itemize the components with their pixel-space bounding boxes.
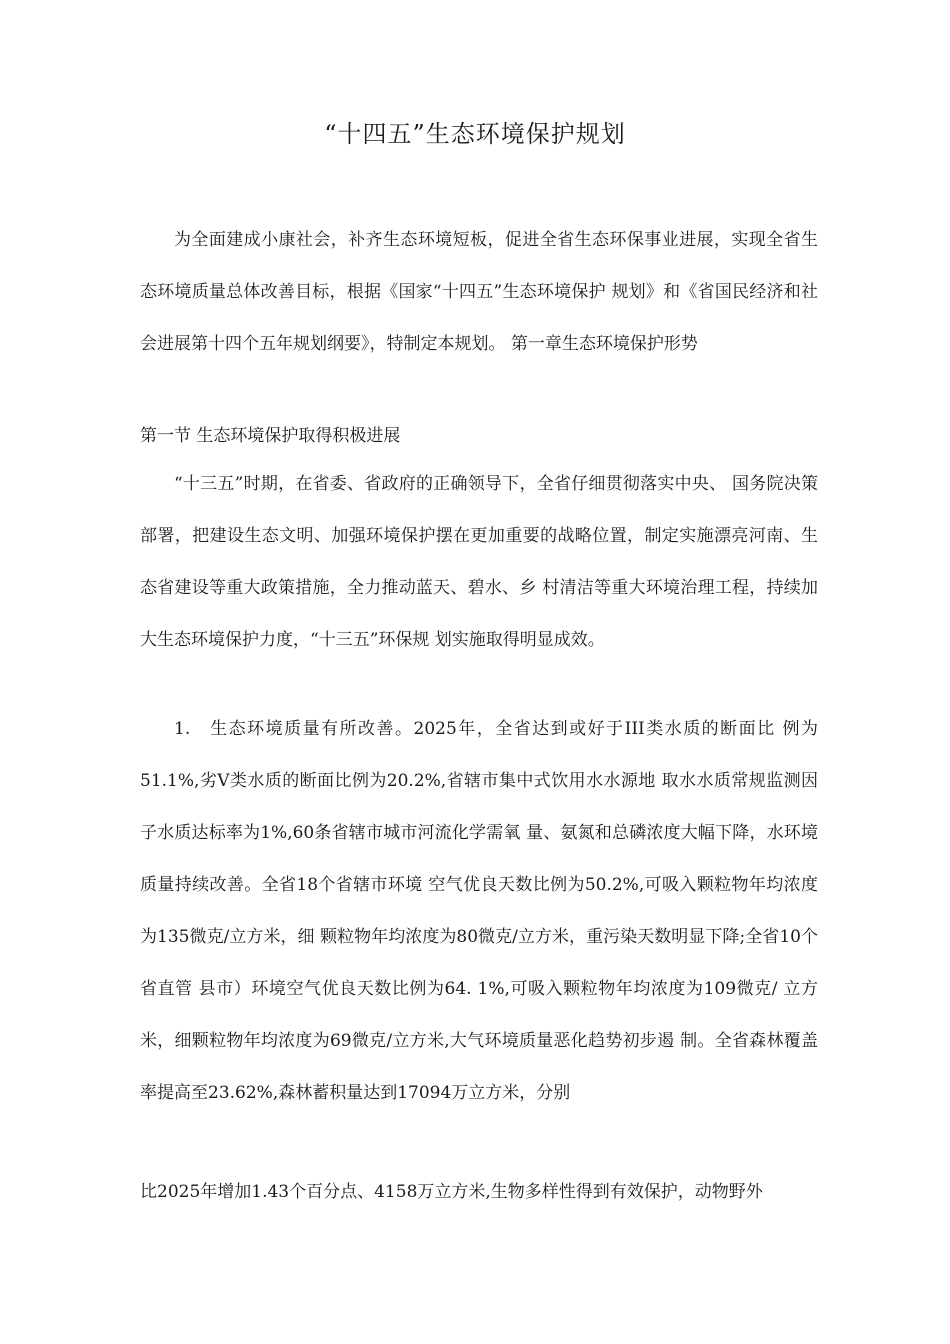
intro-paragraph-block: [140, 214, 818, 370]
section-heading-block: [140, 410, 818, 462]
point-1-block: [140, 703, 818, 1119]
document-title: “十四五”生态环境保护规划: [324, 120, 626, 148]
paragraph-13th-block: [140, 458, 818, 666]
section-heading: 第一节 生态环境保护取得积极进展: [140, 426, 401, 446]
continued-paragraph-block: [140, 1166, 818, 1218]
point-1-paragraph: 1. 生态环境质量有所改善。2025年，全省达到或好于III类水质的断面比 例为51.1%,劣V类水质的断面比例为20.2%,省辖市集中式饮用水水源地 取水水质常规监测因子水质达标率为1%,60条省辖市城市河流化学需氧 量、氨氮和总磷浓度大幅下降，水环境质量持续改善。全省18个省辖市环境 空气优良天数比例为50.2%,可吸入颗粒物年均浓度为135微克/立方米，细 颗粒物年均浓度为80微克/立方米，重污染天数明显下降;全省10个省直管 县市）环境空气优良天数比例为64. 1%,可吸入颗粒物年均浓度为109微克/ 立方米，细颗粒物年均浓度为69微克/立方米,大气环境质量恶化趋势初步遏 制。全省森林覆盖率提高至23.62%,森林蓄积量达到17094万立方米，分别: [140, 719, 818, 1103]
continued-paragraph: 比2025年增加1.43个百分点、4158万立方米,生物多样性得到有效保护，动物野外: [140, 1182, 763, 1202]
paragraph-13th: “十三五”时期，在省委、省政府的正确领导下，全省仔细贯彻落实中央、 国务院决策部署，把建设生态文明、加强环境保护摆在更加重要的战略位置，制定实施漂亮河南、生态省建设等重大政策措施，全力推动蓝天、碧水、乡 村清洁等重大环境治理工程，持续加大生态环境保护力度，“十三五”环保规 划实施取得明显成效。: [140, 474, 818, 650]
intro-paragraph: 为全面建成小康社会，补齐生态环境短板，促进全省生态环保事业进展，实现全省生态环境质量总体改善目标，根据《国家“十四五”生态环境保护 规划》和《省国民经济和社会进展第十四个五年规划纲要》，特制定本规划。 第一章生态环境保护形势: [140, 230, 818, 354]
